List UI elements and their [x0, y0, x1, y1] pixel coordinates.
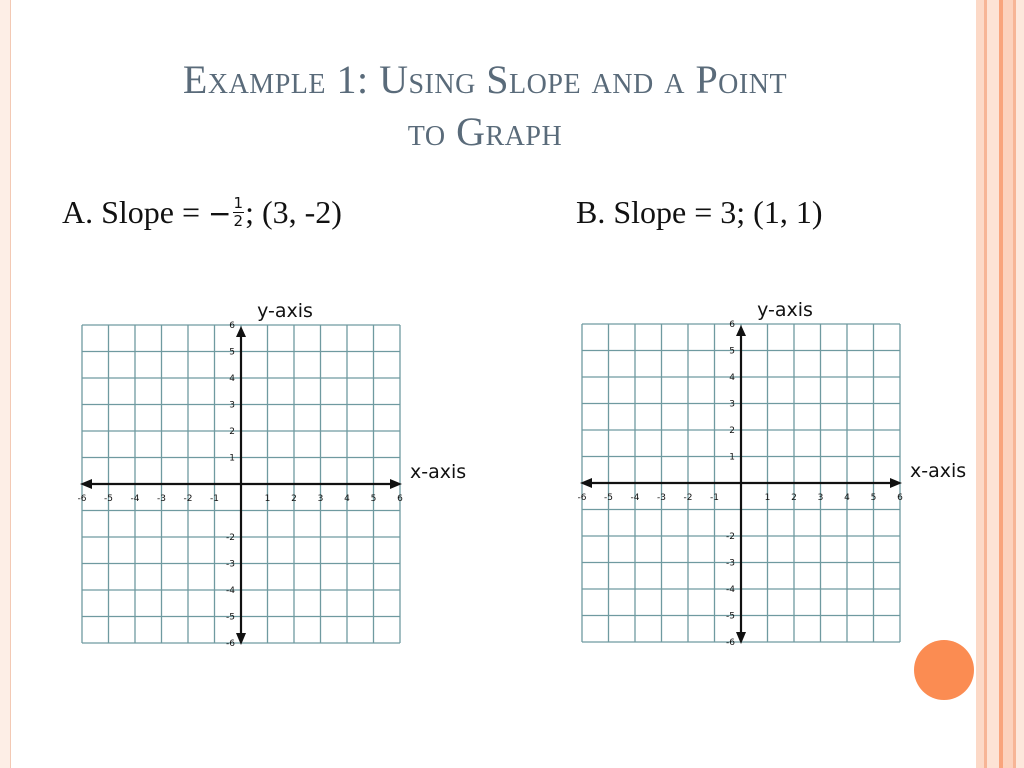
- graph-b-y-axis-label: y-axis: [757, 299, 813, 321]
- minus-sign: −: [208, 197, 232, 230]
- graph-b-x-tick-label: -3: [657, 493, 666, 503]
- graph-a-y-tick-label: 1: [229, 453, 235, 464]
- graph-a-y-tick-label: -4: [226, 586, 235, 596]
- graph-b-y-tick-label: -6: [726, 638, 735, 648]
- graph-a-x-tick-label: -5: [104, 494, 113, 504]
- graph-b-y-tick-label: 2: [729, 426, 735, 436]
- graph-b: [578, 294, 988, 649]
- graph-b-y-tick-label: 3: [729, 399, 735, 410]
- graph-b-y-tick-label: 5: [729, 346, 735, 357]
- graph-b-x-tick-label: 6: [897, 493, 903, 503]
- graph-a-x-tick-label: 6: [397, 494, 403, 504]
- graph-b-x-axis-label: x-axis: [910, 460, 967, 482]
- graph-b-x-tick-label: -6: [578, 493, 587, 503]
- graph-a-x-tick-label: 1: [264, 494, 271, 504]
- fraction-denominator: 2: [233, 212, 244, 231]
- graph-b-y-tick-label: 4: [729, 373, 735, 383]
- graph-a-x-tick-label: 5: [370, 494, 377, 504]
- title-line-1: Example 1: Using Slope and a Point: [182, 57, 788, 102]
- problem-a: [62, 194, 342, 233]
- graph-b-y-tick-label: -3: [726, 558, 735, 569]
- graph-a-y-tick-label: -2: [226, 533, 235, 543]
- graph-b-y-tick-label: 6: [729, 320, 735, 330]
- coordinate-grid-a: [78, 295, 488, 650]
- graph-a-x-tick-label: -1: [210, 494, 219, 504]
- graph-a-y-arrow-up-icon: [236, 326, 246, 337]
- problem-a-point: ; (3, -2): [245, 194, 342, 230]
- graph-b-x-tick-label: -5: [604, 493, 613, 503]
- graph-a-y-tick-label: -5: [226, 612, 235, 623]
- fraction-one-half: [233, 195, 245, 230]
- problem-b-text: B. Slope = 3; (1, 1): [576, 194, 823, 230]
- graph-a-x-tick-label: 3: [317, 494, 324, 504]
- graph-a-x-tick-label: 2: [291, 494, 297, 504]
- graph-a-x-tick-label: 4: [344, 494, 350, 504]
- graph-b-x-tick-label: 1: [764, 493, 771, 503]
- graph-b-y-tick-label: 1: [729, 452, 735, 463]
- graph-b-y-tick-label: -5: [726, 611, 735, 622]
- graph-b-x-tick-label: -1: [710, 493, 719, 503]
- graph-a: [78, 295, 488, 650]
- graph-a-y-tick-label: 3: [229, 400, 235, 411]
- graph-b-x-tick-label: 2: [791, 493, 797, 503]
- graph-a-y-tick-label: -6: [226, 639, 235, 649]
- graph-a-y-tick-label: -3: [226, 559, 235, 570]
- graph-b-y-tick-label: -2: [726, 532, 735, 542]
- graph-b-x-tick-label: -4: [630, 493, 640, 503]
- graph-a-y-tick-label: 2: [229, 427, 235, 437]
- graph-a-x-axis-label: x-axis: [410, 461, 467, 483]
- fraction-numerator: 1: [233, 194, 244, 213]
- decorative-circle: [914, 640, 974, 700]
- problem-b: [576, 194, 822, 231]
- title-line-2: to Graph: [407, 109, 563, 154]
- graph-b-x-tick-label: 3: [817, 493, 824, 503]
- graph-a-y-tick-label: 5: [229, 347, 235, 358]
- graph-a-y-tick-label: 6: [229, 321, 235, 331]
- graph-a-x-tick-label: -4: [130, 494, 140, 504]
- graph-b-x-tick-label: 5: [870, 493, 877, 503]
- graph-a-x-tick-label: -2: [183, 494, 193, 504]
- problem-a-label: A. Slope =: [62, 194, 209, 230]
- left-border: [0, 0, 11, 768]
- graph-b-x-tick-label: 4: [844, 493, 850, 503]
- graph-b-y-arrow-up-icon: [736, 325, 746, 336]
- slide-title: [60, 54, 910, 158]
- graph-a-x-tick-label: -3: [157, 494, 166, 504]
- graph-a-x-tick-label: -6: [78, 494, 87, 504]
- graph-b-x-tick-label: -2: [683, 493, 693, 503]
- graph-a-y-tick-label: 4: [229, 374, 235, 384]
- graph-b-y-tick-label: -4: [726, 585, 735, 595]
- coordinate-grid-b: [578, 294, 988, 649]
- graph-a-y-axis-label: y-axis: [257, 300, 313, 322]
